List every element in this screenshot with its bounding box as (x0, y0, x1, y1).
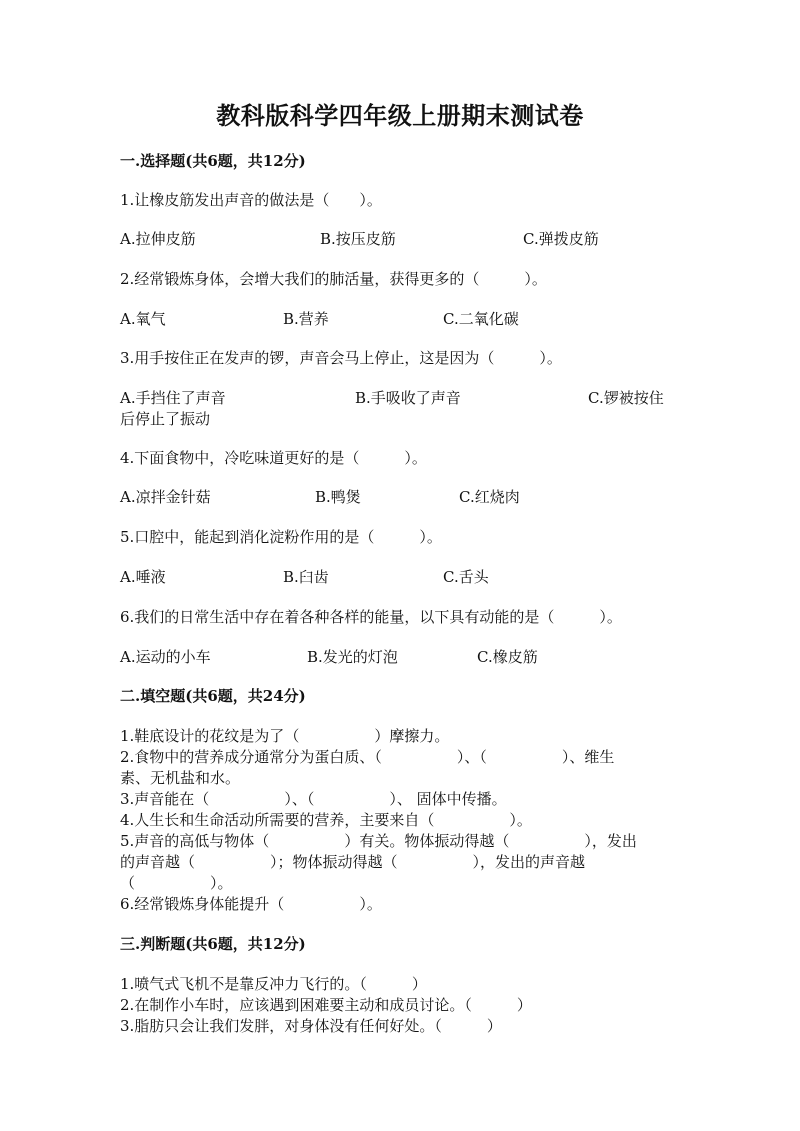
fill-line: 的声音越（ ）；物体振动得越（ ），发出的声音越 (120, 853, 586, 871)
section-heading-fill: 二.填空题(共6题，共24分) (120, 687, 306, 705)
option-b: B.发光的灯泡 (307, 648, 398, 666)
option-a: A.拉伸皮筋 (120, 230, 196, 248)
fill-line: 6.经常锻炼身体能提升（ ）。 (120, 895, 382, 913)
question-stem: 3.用手按住正在发声的锣，声音会马上停止，这是因为（ ）。 (120, 349, 562, 367)
fill-line: 2.食物中的营养成分通常分为蛋白质、（ ）、（ ）、维生 (120, 748, 615, 766)
option-a: A.运动的小车 (120, 648, 211, 666)
option-b: B.手吸收了声音 (355, 389, 461, 407)
fill-line: 4.人生长和生命活动所需要的营养，主要来自（ ）。 (120, 811, 532, 829)
section-heading-choice: 一.选择题(共6题，共12分) (120, 152, 306, 170)
option-a: A.氧气 (120, 310, 166, 328)
option-a: A.凉拌金针菇 (120, 488, 211, 506)
fill-line: 3.声音能在（ ）、（ ）、 固体中传播。 (120, 790, 507, 808)
option-c: C.锣被按住 (588, 389, 664, 407)
page-title: 教科版科学四年级上册期末测试卷 (216, 101, 584, 130)
option-b: B.按压皮筋 (320, 230, 396, 248)
option-c: C.红烧肉 (459, 488, 520, 506)
judge-line: 2.在制作小车时，应该遇到困难要主动和成员讨论。（ ） (120, 996, 532, 1014)
question-stem: 5.口腔中，能起到消化淀粉作用的是（ ）。 (120, 528, 442, 546)
judge-line: 3.脂肪只会让我们发胖，对身体没有任何好处。（ ） (120, 1017, 502, 1035)
option-b: B.营养 (283, 310, 329, 328)
option-c: C.橡皮筋 (477, 648, 538, 666)
question-stem: 6.我们的日常生活中存在着各种各样的能量，以下具有动能的是（ ）。 (120, 608, 622, 626)
question-stem: 1.让橡皮筋发出声音的做法是（ ）。 (120, 191, 382, 209)
section-heading-judge: 三.判断题(共6题，共12分) (120, 935, 306, 953)
option-c: C.弹拨皮筋 (523, 230, 599, 248)
fill-line: 5.声音的高低与物体（ ）有关。物体振动得越（ ），发出 (120, 832, 637, 850)
fill-line: 1.鞋底设计的花纹是为了（ ）摩擦力。 (120, 727, 450, 745)
fill-line: （ ）。 (120, 874, 233, 892)
question-stem: 4.下面食物中，冷吃味道更好的是（ ）。 (120, 449, 427, 467)
option-b: B.臼齿 (283, 568, 329, 586)
option-c: C.二氧化碳 (443, 310, 519, 328)
judge-line: 1.喷气式飞机不是靠反冲力飞行的。（ ） (120, 975, 427, 993)
option-c-continued: 后停止了振动 (120, 410, 211, 428)
option-a: A.唾液 (120, 568, 166, 586)
question-stem: 2.经常锻炼身体，会增大我们的肺活量，获得更多的（ ）。 (120, 270, 547, 288)
option-b: B.鸭煲 (315, 488, 361, 506)
fill-line: 素、无机盐和水。 (120, 769, 241, 787)
option-a: A.手挡住了声音 (120, 389, 226, 407)
option-c: C.舌头 (443, 568, 489, 586)
